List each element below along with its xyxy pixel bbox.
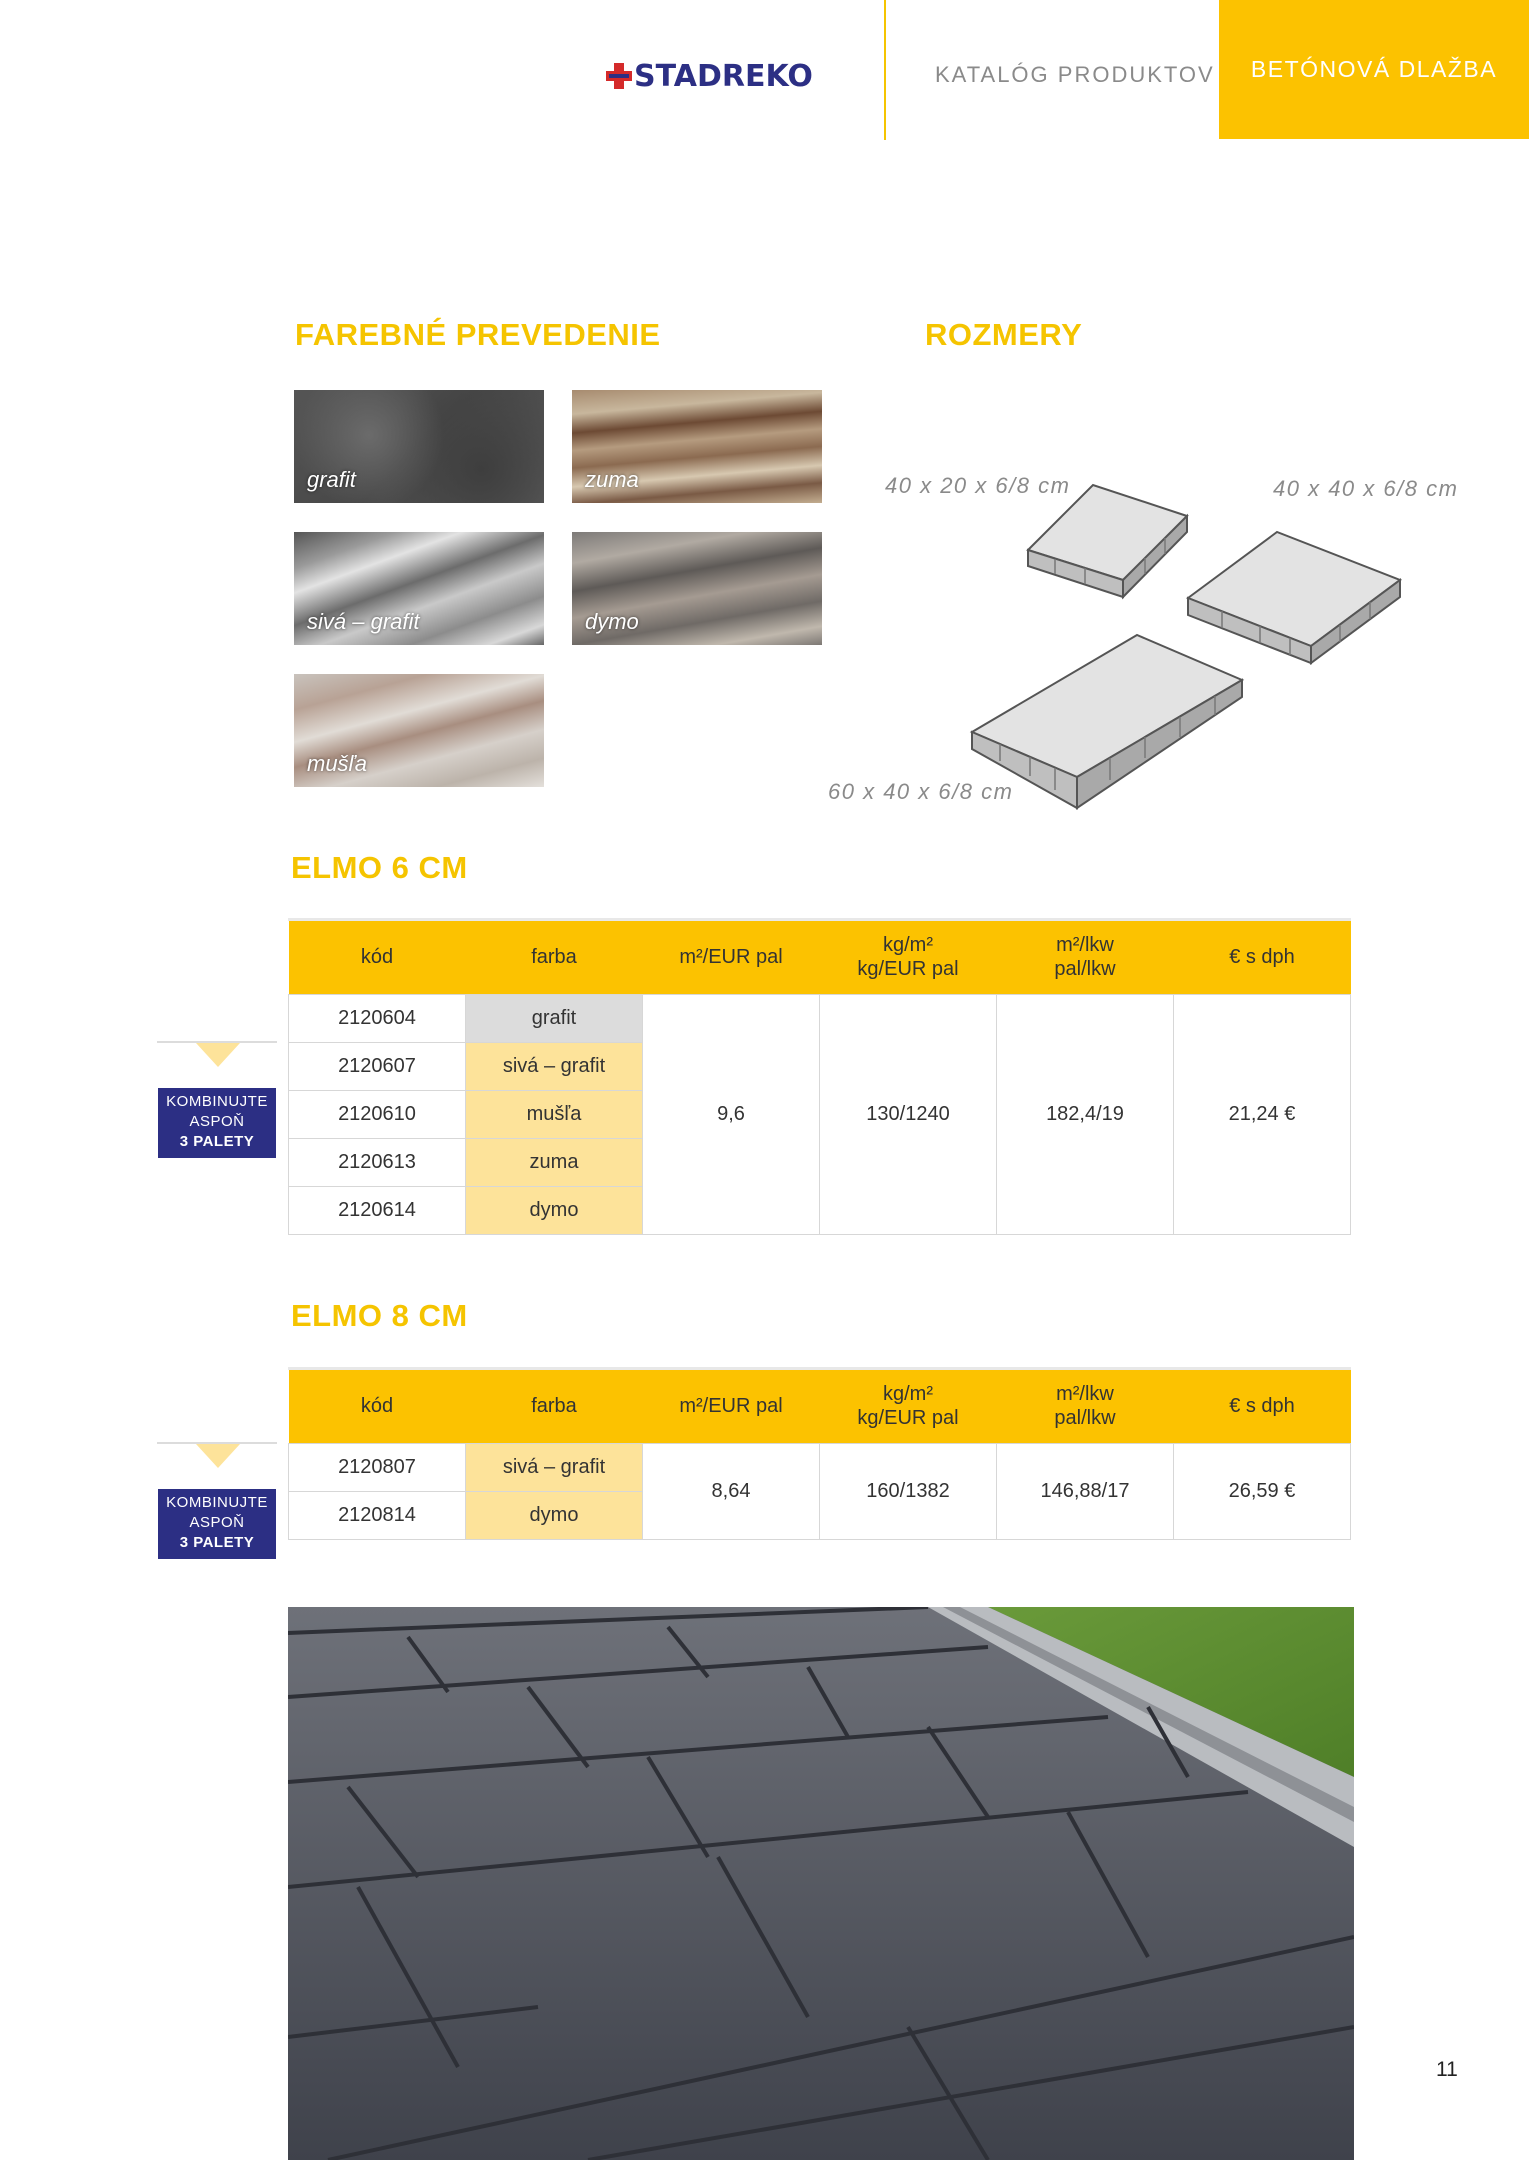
- badge-line2: ASPOŇ: [189, 1113, 245, 1130]
- row-code: 2120604: [289, 994, 466, 1042]
- row-color: dymo: [466, 1491, 643, 1539]
- combine-badge: [158, 1489, 276, 1559]
- header-kg: [820, 921, 997, 994]
- header-kg-line1: kg/m²: [883, 1383, 933, 1406]
- badge-line3: 3 PALETY: [179, 1133, 255, 1150]
- brand-logo: [606, 56, 813, 96]
- elmo8-table: [288, 1370, 1351, 1540]
- catalog-label: KATALÓG PRODUKTOV: [935, 62, 1215, 87]
- elmo8-m2-pal: 8,64: [643, 1443, 820, 1539]
- header-color: farba: [466, 921, 643, 994]
- elmo6-title: ELMO 6 CM: [291, 850, 468, 885]
- page-number: 11: [1436, 2058, 1458, 2081]
- dim-label-60x40: 60 x 40 x 6/8 cm: [828, 779, 1014, 804]
- table-header-row: [289, 921, 1351, 994]
- row-color: mušľa: [466, 1090, 643, 1138]
- badge-arrow-icon: [196, 1043, 240, 1067]
- row-color: sivá – grafit: [466, 1042, 643, 1090]
- elmo8-lkw: 146,88/17: [997, 1443, 1174, 1539]
- row-code: 2120607: [289, 1042, 466, 1090]
- header-lkw: [997, 1370, 1174, 1443]
- paving-photo: [288, 1607, 1354, 2160]
- badge-line1: KOMBINUJTE: [166, 1093, 268, 1110]
- dim-label-40x20: 40 x 20 x 6/8 cm: [885, 473, 1071, 498]
- swatch-label: sivá – grafit: [307, 609, 420, 634]
- logo-mark-icon: [606, 63, 632, 89]
- header-color: farba: [466, 1370, 643, 1443]
- header-lkw-line2: pal/lkw: [1054, 1407, 1116, 1430]
- elmo8-price: 26,59 €: [1174, 1443, 1351, 1539]
- badge-line3: 3 PALETY: [179, 1534, 255, 1551]
- elmo8-kg: 160/1382: [820, 1443, 997, 1539]
- colors-title: FAREBNÉ PREVEDENIE: [295, 317, 661, 352]
- row-code: 2120807: [289, 1443, 466, 1491]
- section-tab[interactable]: BETÓNOVÁ DLAŽBA: [1219, 0, 1529, 139]
- row-color: sivá – grafit: [466, 1443, 643, 1491]
- dim-label-40x40: 40 x 40 x 6/8 cm: [1273, 476, 1459, 501]
- swatch-zuma: [572, 390, 822, 503]
- elmo6-m2-pal: 9,6: [643, 994, 820, 1234]
- swatch-siva-grafit: [294, 532, 544, 645]
- brand-name: STADREKO: [634, 58, 813, 94]
- header-divider: [884, 0, 886, 140]
- dimension-drawings: [960, 470, 1420, 830]
- row-code: 2120814: [289, 1491, 466, 1539]
- row-color: dymo: [466, 1186, 643, 1234]
- header-price: € s dph: [1174, 1370, 1351, 1443]
- badge-line1: KOMBINUJTE: [166, 1494, 268, 1511]
- header-lkw-line2: pal/lkw: [1054, 958, 1116, 981]
- row-color: zuma: [466, 1138, 643, 1186]
- elmo6-lkw: 182,4/19: [997, 994, 1174, 1234]
- header-kg-line1: kg/m²: [883, 934, 933, 957]
- header-kg: [820, 1370, 997, 1443]
- swatch-grafit: [294, 390, 544, 503]
- elmo6-price: 21,24 €: [1174, 994, 1351, 1234]
- elmo6-table: [288, 921, 1351, 1235]
- badge-line2: ASPOŇ: [189, 1514, 245, 1531]
- swatch-label: mušľa: [307, 751, 367, 776]
- swatch-label: dymo: [585, 609, 639, 634]
- header-m2-pal: m²/EUR pal: [643, 1370, 820, 1443]
- swatch-musla: [294, 674, 544, 787]
- tile-60x40-drawing: [972, 635, 1242, 808]
- swatch-label: zuma: [585, 467, 639, 492]
- header-kg-line2: kg/EUR pal: [857, 958, 959, 981]
- row-code: 2120614: [289, 1186, 466, 1234]
- header-lkw-line1: m²/lkw: [1056, 1383, 1114, 1406]
- table-row: [289, 1443, 1351, 1491]
- header-m2-pal: m²/EUR pal: [643, 921, 820, 994]
- swatch-label: grafit: [307, 467, 356, 492]
- tile-40x40-drawing: [1188, 532, 1400, 663]
- header-code: kód: [289, 921, 466, 994]
- combine-badge: [158, 1088, 276, 1158]
- header-lkw-line1: m²/lkw: [1056, 934, 1114, 957]
- elmo6-kg: 130/1240: [820, 994, 997, 1234]
- header-code: kód: [289, 1370, 466, 1443]
- dimensions-title: ROZMERY: [925, 317, 1083, 352]
- header-lkw: [997, 921, 1174, 994]
- header-price: € s dph: [1174, 921, 1351, 994]
- swatch-dymo: [572, 532, 822, 645]
- table-row: [289, 994, 1351, 1042]
- table-header-row: [289, 1370, 1351, 1443]
- header-kg-line2: kg/EUR pal: [857, 1407, 959, 1430]
- badge-arrow-icon: [196, 1444, 240, 1468]
- row-code: 2120613: [289, 1138, 466, 1186]
- tile-40x20-drawing: [1028, 485, 1187, 597]
- row-code: 2120610: [289, 1090, 466, 1138]
- row-color: grafit: [466, 994, 643, 1042]
- elmo8-title: ELMO 8 CM: [291, 1298, 468, 1333]
